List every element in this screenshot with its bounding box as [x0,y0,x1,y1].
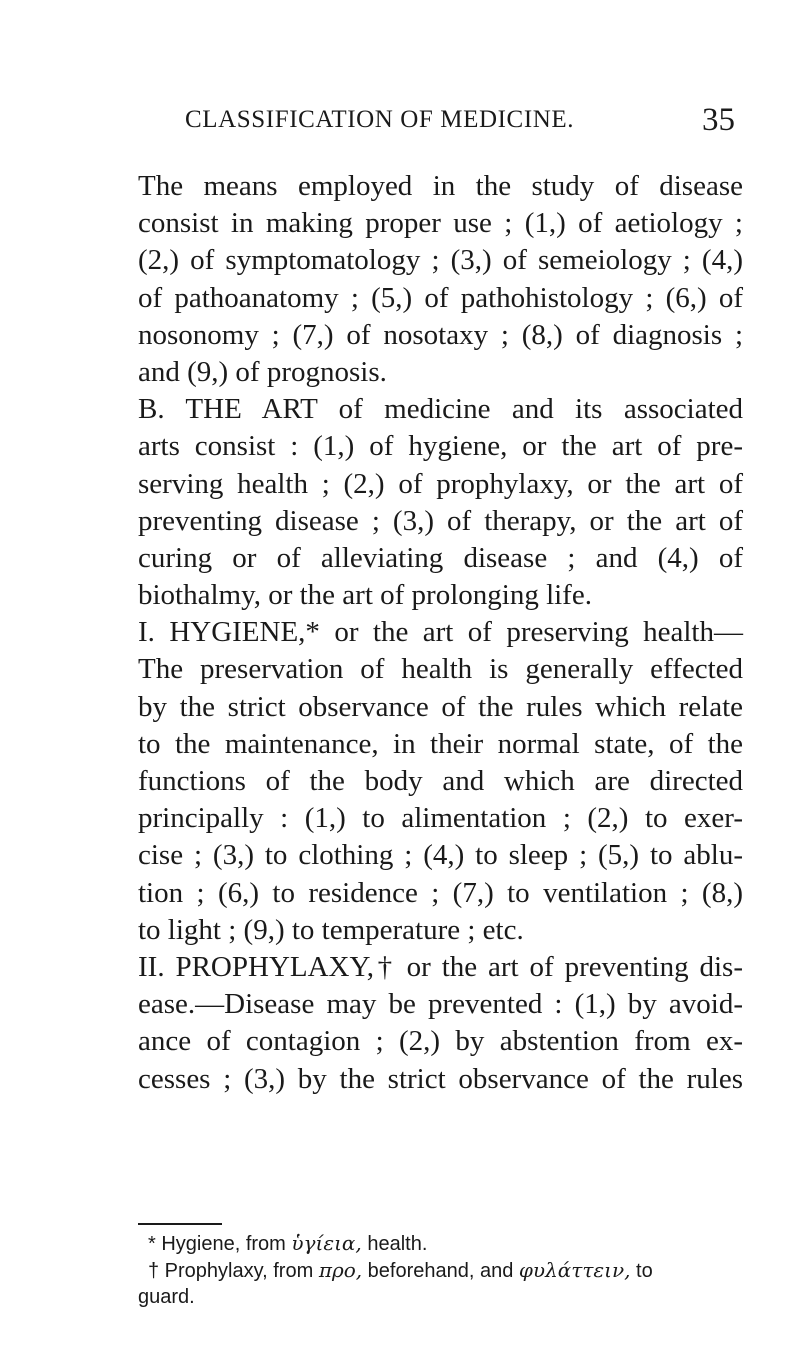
text-line: preventing disease ; (3,) of therapy, or the art of [138,504,743,537]
greek-word: φυλάττειν, [518,1258,631,1282]
text-line: B. THE ART of medicine and its associated [138,393,743,426]
text-line: to the maintenance, in their normal state, of the [138,727,743,760]
footnote-divider [138,1223,222,1225]
page-number: 35 [702,102,735,138]
text-line: to light ; (9,) to temperature ; etc. [138,913,524,946]
text-line: I. HYGIENE,* or the art of preserving health— [138,616,743,649]
footnote-text: to [630,1260,653,1282]
footnote-text: health. [361,1233,428,1255]
text-line: ease.—Disease may be prevented : (1,) by avoid- [138,988,743,1021]
footnote-hygiene [148,1230,748,1257]
running-header [175,102,735,146]
text-line: The means employed in the study of disease [138,170,743,202]
text-line: cise ; (3,) to clothing ; (4,) to sleep ; (5,) to ablu- [138,839,743,872]
footnotes [138,1230,748,1311]
footnote-continuation: guard. [138,1286,195,1308]
greek-word: πρo, [318,1258,363,1282]
text-line: principally : (1,) to alimentation ; (2,) to exer- [138,802,743,835]
text-line: and (9,) of prognosis. [138,355,387,388]
text-line: arts consist : (1,) of hygiene, or the art of pre- [138,430,743,463]
text-line: biothalmy, or the art of prolonging life. [138,579,592,612]
text-line: II. PROPHYLAXY,† or the art of preventing dis- [138,950,743,983]
footnote-text: † Prophylaxy, from [148,1260,319,1282]
text-line: curing or of alleviating disease ; and (4,) of [138,541,743,574]
header-title: CLASSIFICATION OF MEDICINE. [185,106,575,133]
footnote-text: * Hygiene, from [148,1233,292,1255]
greek-word: ὑγίεια, [291,1231,362,1255]
footnote-text: beforehand, and [362,1260,519,1282]
footnote-prophylaxy [148,1257,748,1284]
text-line: nosonomy ; (7,) of nosotaxy ; (8,) of diagnosis ; [138,318,743,351]
text-line: consist in making proper use ; (1,) of aetiology ; [138,207,743,240]
text-line: functions of the body and which are directed [138,765,743,797]
text-line: tion ; (6,) to residence ; (7,) to ventilation ; (8,) [138,876,743,909]
text-line: cesses ; (3,) by the strict observance of the rules [138,1062,743,1095]
text-line: ance of contagion ; (2,) by abstention from ex- [138,1025,743,1058]
text-line: (2,) of symptomatology ; (3,) of semeiology ; (4,) [138,244,743,277]
text-line: of pathoanatomy ; (5,) of pathohistology ; (6,) of [138,281,743,314]
text-line: by the strict observance of the rules which relate [138,690,743,723]
body-text [138,168,743,1098]
text-line: serving health ; (2,) of prophylaxy, or the art of [138,467,743,500]
text-line: The preservation of health is generally effected [138,653,743,686]
